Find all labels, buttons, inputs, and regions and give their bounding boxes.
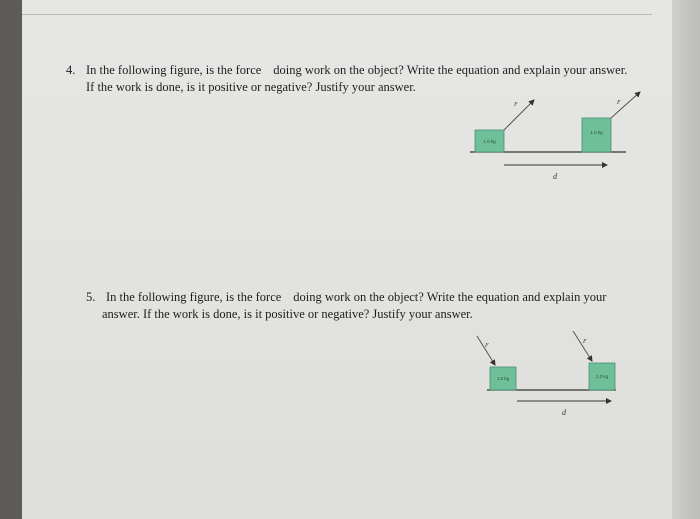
- question-text-part-a: In the following figure, is the force: [106, 290, 282, 304]
- question-text-part-a: In the following figure, is the force: [86, 63, 262, 77]
- block-right-mass: 1.0 kg: [595, 374, 609, 379]
- displacement-label: d: [562, 408, 566, 417]
- displacement-label: d: [553, 172, 557, 181]
- question-text-part-b: doing work on the object? Write the equation and explain your answer.: [273, 63, 628, 77]
- block-right-mass: 1.0 kg: [590, 130, 603, 135]
- question-text-line-2: answer. If the work is done, is it positive or negative? Justify your answer.: [102, 307, 473, 321]
- force-label-left: F: [485, 343, 489, 349]
- force-label-right: F: [583, 339, 587, 345]
- block-left-mass: 1.0 kg: [483, 139, 496, 144]
- force-vector-right: [573, 331, 592, 361]
- force-vector-left: [477, 336, 495, 365]
- question-number: 4.: [66, 63, 76, 77]
- force-vector-right: [611, 92, 640, 118]
- question-number: 5.: [86, 290, 96, 304]
- block-left-mass: 1.0 kg: [496, 376, 510, 381]
- block-right: [582, 118, 611, 152]
- question-text-line-2: If the work is done, is it positive or negative? Justify your answer.: [86, 80, 416, 94]
- question-text-part-b: doing work on the object? Write the equation and explain your: [293, 290, 607, 304]
- force-label-right: F: [617, 100, 621, 106]
- force-vector-left: [504, 100, 534, 130]
- force-label-left: F: [514, 102, 518, 108]
- figure-q5: [477, 331, 616, 417]
- figure-q4: [470, 92, 640, 181]
